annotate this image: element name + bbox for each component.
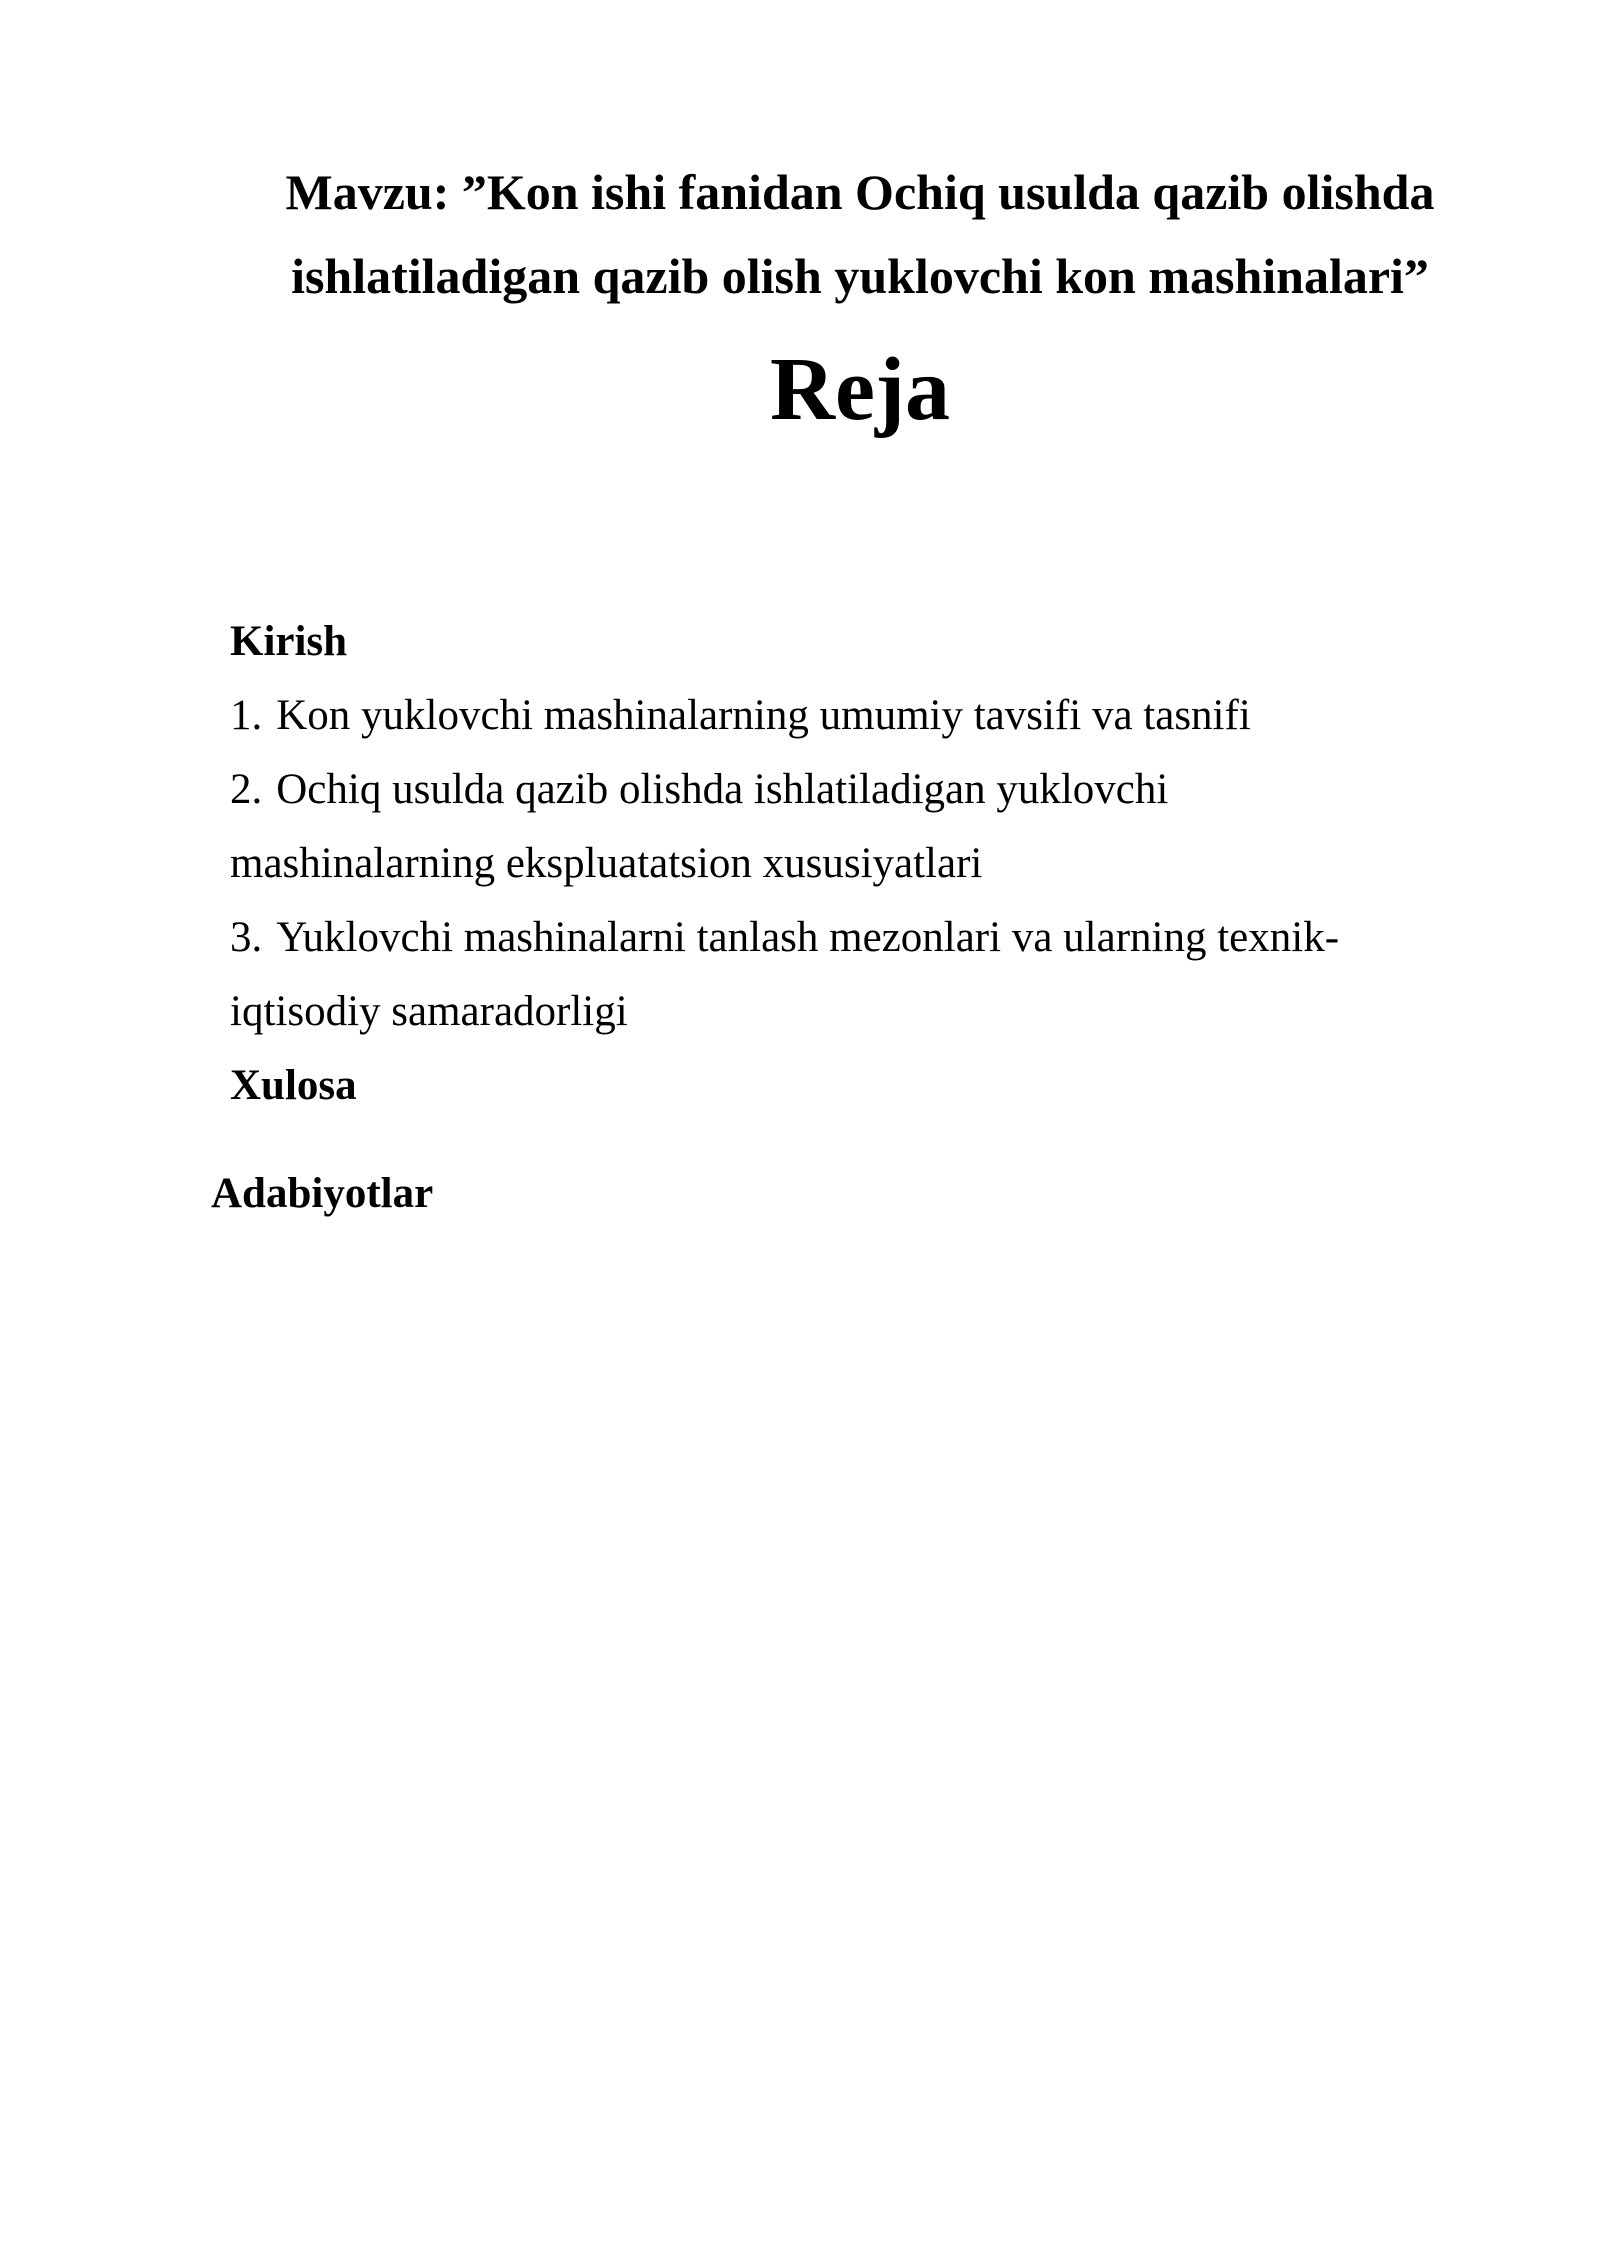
plan-item-intro: Kirish (230, 618, 348, 665)
plan-item-number: 2. (230, 766, 263, 813)
plan-item-2 (230, 753, 1430, 901)
plan-item-conclusion: Xulosa (230, 1062, 357, 1109)
plan-list (230, 605, 1430, 1123)
plan-item-3 (230, 901, 1430, 1049)
plan-item-text: Yuklovchi mashinalarni tanlash mezonlari va ularning texnik-iqtisodiy samaradorligi (230, 914, 1340, 1035)
topic-title: Mavzu: ”Kon ishi fanidan Ochiq usulda qazib olishda ishlatiladigan qazib olish yuklovchi kon mashinalari” (285, 164, 1435, 304)
plan-item-number: 1. (230, 692, 263, 739)
plan-item-text: Kon yuklovchi mashinalarning umumiy tavsifi va tasnifi (276, 692, 1251, 739)
plan-item-number: 3. (230, 914, 263, 961)
plan-item-text: Ochiq usulda qazib olishda ishlatiladigan yuklovchi mashinalarning ekspluatatsion xususiyatlari (230, 766, 1169, 887)
plan-item-1 (230, 679, 1430, 753)
plan-heading: Reja (770, 340, 950, 439)
references-heading: Adabiyotlar (211, 1170, 434, 1217)
